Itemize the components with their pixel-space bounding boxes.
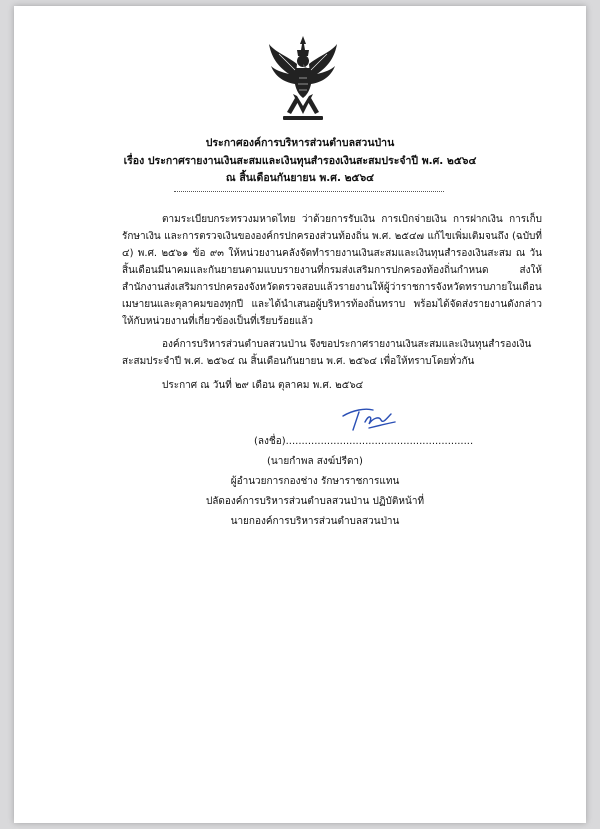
divider (174, 191, 444, 192)
document-page (14, 6, 586, 823)
body-paragraph-1: ตามระเบียบกระทรวงมหาดไทย ว่าด้วยการรับเงิน การเบิกจ่ายเงิน การฝากเงิน การเก็บรักษาเงิน และการตรวจเงินขององค์กรปกครองส่วนท้องถิ่น พ.ศ. ๒๕๔๗ แก้ไขเพิ่มเติมจนถึง (ฉบับที่ ๔) พ.ศ. ๒๕๖๑ ข้อ ๙๓ ให้หน่วยงานคลังจัดทำรายงานเงินสะสมและเงินทุนสำรองเงินสะสม ณ วันสิ้นเดือนมีนาคมและกันยายนตามแบบรายงานที่กรมส่งเสริมการปกครองท้องถิ่นกำหนด ส่งให้สำนักงานส่งเสริมการปกครองจังหวัดตรวจสอบแล้วรายงานให้ผู้ว่าราชการจังหวัดทราบภายในเดือนเมษายนและตุลาคมของทุกปี และได้นำเสนอผู้บริหารท้องถิ่นทราบ พร้อมได้จัดส่งรายงานดังกล่าวให้กับหน่วยงานที่เกี่ยวข้องเป็นที่เรียบร้อยแล้ว (122, 214, 542, 327)
announcement-period: ณ สิ้นเดือนกันยายน พ.ศ. ๒๕๖๔ (225, 172, 375, 184)
signer-position-2: ปลัดองค์การบริหารส่วนตำบลสวนป่าน ปฏิบัติหน้าที่ (205, 496, 425, 507)
signer-name: (นายกำพล สงฆ์ปรีดา) (267, 456, 363, 467)
signer-position-1: ผู้อำนวยการกองช่าง รักษาราชการแทน (230, 476, 400, 487)
announcement-subject: เรื่อง ประกาศรายงานเงินสะสมและเงินทุนสำรองเงินสะสมประจำปี พ.ศ. ๒๕๖๔ (123, 155, 477, 167)
announcement-title: ประกาศองค์การบริหารส่วนตำบลสวนป่าน (205, 137, 395, 149)
signer-position-3: นายกองค์การบริหารส่วนตำบลสวนป่าน (230, 516, 400, 527)
handwritten-signature (339, 404, 399, 434)
signature-line: (ลงชื่อ)........................................................... (254, 436, 474, 447)
garuda-emblem-icon (267, 34, 339, 124)
announce-date: ประกาศ ณ วันที่ ๒๙ เดือน ตุลาคม พ.ศ. ๒๕๖๔ (162, 380, 364, 391)
body-paragraph-2: องค์การบริหารส่วนตำบลสวนป่าน จึงขอประกาศรายงานเงินสะสมและเงินทุนสำรองเงินสะสมประจำปี พ.ศ. ๒๕๖๔ ณ สิ้นเดือนกันยายน พ.ศ. ๒๕๖๔ เพื่อให้ทราบโดยทั่วกัน (122, 339, 532, 367)
